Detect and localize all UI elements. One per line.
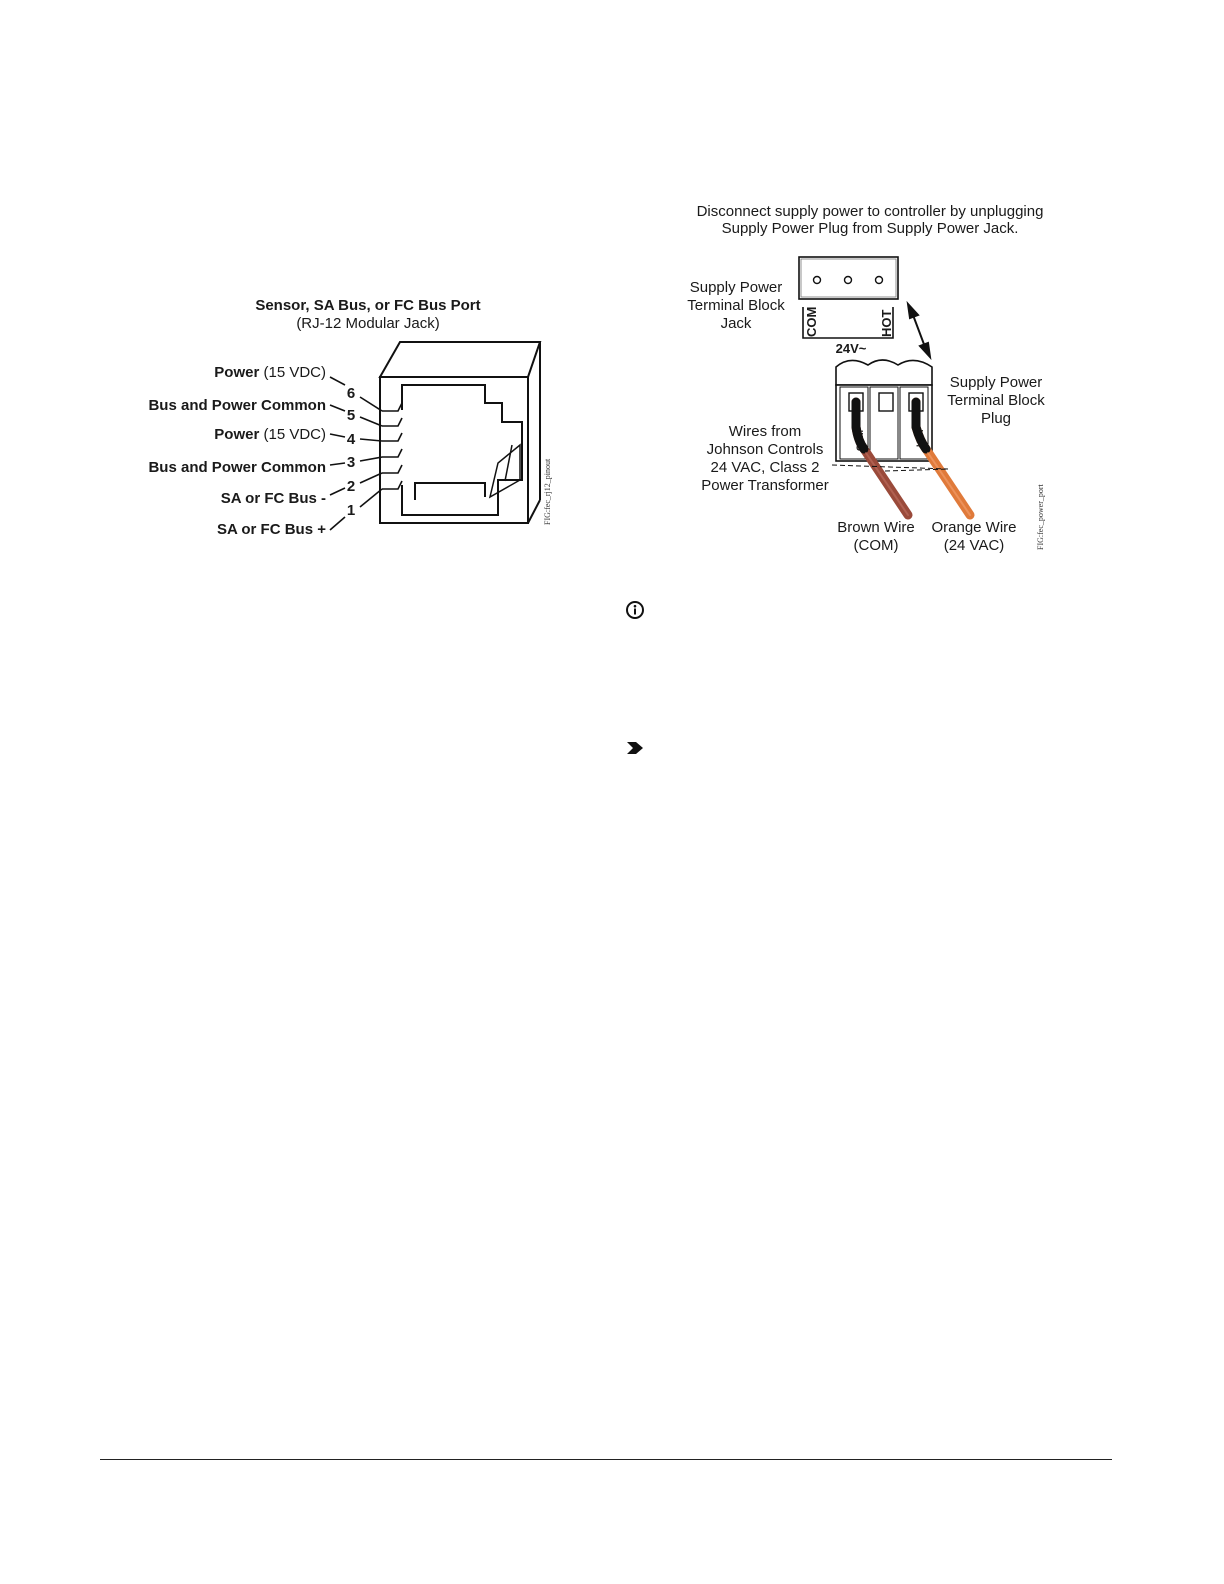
svg-text:Johnson Controls: Johnson Controls	[706, 441, 824, 458]
svg-text:Supply Power: Supply Power	[689, 279, 783, 296]
pin-3-label	[148, 454, 355, 476]
svg-text:5: 5	[346, 407, 356, 424]
rj12-title: Sensor, SA Bus, or FC Bus Port	[255, 297, 481, 314]
wires-label	[701, 423, 829, 494]
svg-text:Bus and Power Common: Bus and Power Common	[148, 459, 326, 476]
svg-text:2: 2	[346, 478, 356, 495]
svg-text:Orange Wire: Orange Wire	[931, 519, 1017, 536]
voltage-label: 24V~	[835, 341, 867, 356]
rj12-jack-drawing	[380, 342, 540, 523]
chevron-right-icon	[626, 741, 644, 755]
plug-hot-label: HOT	[915, 428, 925, 447]
svg-text:Plug: Plug	[980, 410, 1012, 427]
svg-text:Bus and Power Common: Bus and Power Common	[148, 397, 326, 414]
power-port-figure	[670, 195, 1070, 565]
svg-text:Brown Wire: Brown Wire	[837, 519, 915, 536]
svg-text:Power (15 VDC): Power (15 VDC)	[214, 364, 326, 381]
plug-label	[947, 374, 1045, 427]
brown-wire-label	[837, 519, 915, 554]
wire-leader-lines	[832, 465, 948, 471]
svg-text:(COM): (COM)	[853, 537, 899, 554]
rj12-subtitle: (RJ-12 Modular Jack)	[296, 315, 440, 332]
svg-text:Power (15 VDC): Power (15 VDC)	[214, 426, 326, 443]
svg-text:SA or FC Bus -: SA or FC Bus -	[220, 490, 326, 507]
jack-hot-label: HOT	[879, 309, 894, 337]
svg-text:6: 6	[346, 385, 356, 402]
connect-arrow-icon	[908, 304, 930, 357]
rj12-pinout-figure	[120, 285, 570, 545]
svg-text:3: 3	[346, 454, 356, 471]
jack-com-label: COM	[804, 306, 819, 337]
svg-text:Wires from: Wires from	[728, 423, 802, 440]
footer-rule	[100, 1459, 1112, 1460]
svg-text:Terminal Block: Terminal Block	[947, 392, 1045, 409]
jack-label	[687, 279, 785, 332]
info-circle-icon	[625, 600, 645, 620]
svg-text:1: 1	[346, 502, 356, 519]
svg-text:Supply Power: Supply Power	[949, 374, 1043, 391]
rj12-figure-id: FIG:fec_rj12_pinout	[543, 458, 552, 525]
power-instruction-line1: Disconnect supply power to controller by unplugging	[696, 203, 1044, 220]
pin-5-label	[148, 397, 355, 424]
svg-text:Power Transformer: Power Transformer	[701, 477, 829, 494]
svg-text:4: 4	[346, 431, 356, 448]
pin-1-label	[217, 502, 355, 538]
svg-text:24 VAC, Class 2: 24 VAC, Class 2	[710, 459, 820, 476]
power-figure-id: FIG:fec_power_port	[1036, 484, 1045, 550]
rj12-contacts	[330, 377, 402, 530]
svg-text:Terminal Block: Terminal Block	[687, 297, 785, 314]
svg-text:SA or FC Bus +: SA or FC Bus +	[216, 521, 326, 538]
power-instruction-line2: Supply Power Plug from Supply Power Jack.	[721, 220, 1019, 237]
svg-text:(24 VAC): (24 VAC)	[943, 537, 1005, 554]
plug-com-label: COM	[855, 430, 865, 451]
svg-text:Jack: Jack	[720, 315, 752, 332]
pin-4-label	[214, 426, 356, 448]
orange-wire-label	[931, 519, 1016, 554]
